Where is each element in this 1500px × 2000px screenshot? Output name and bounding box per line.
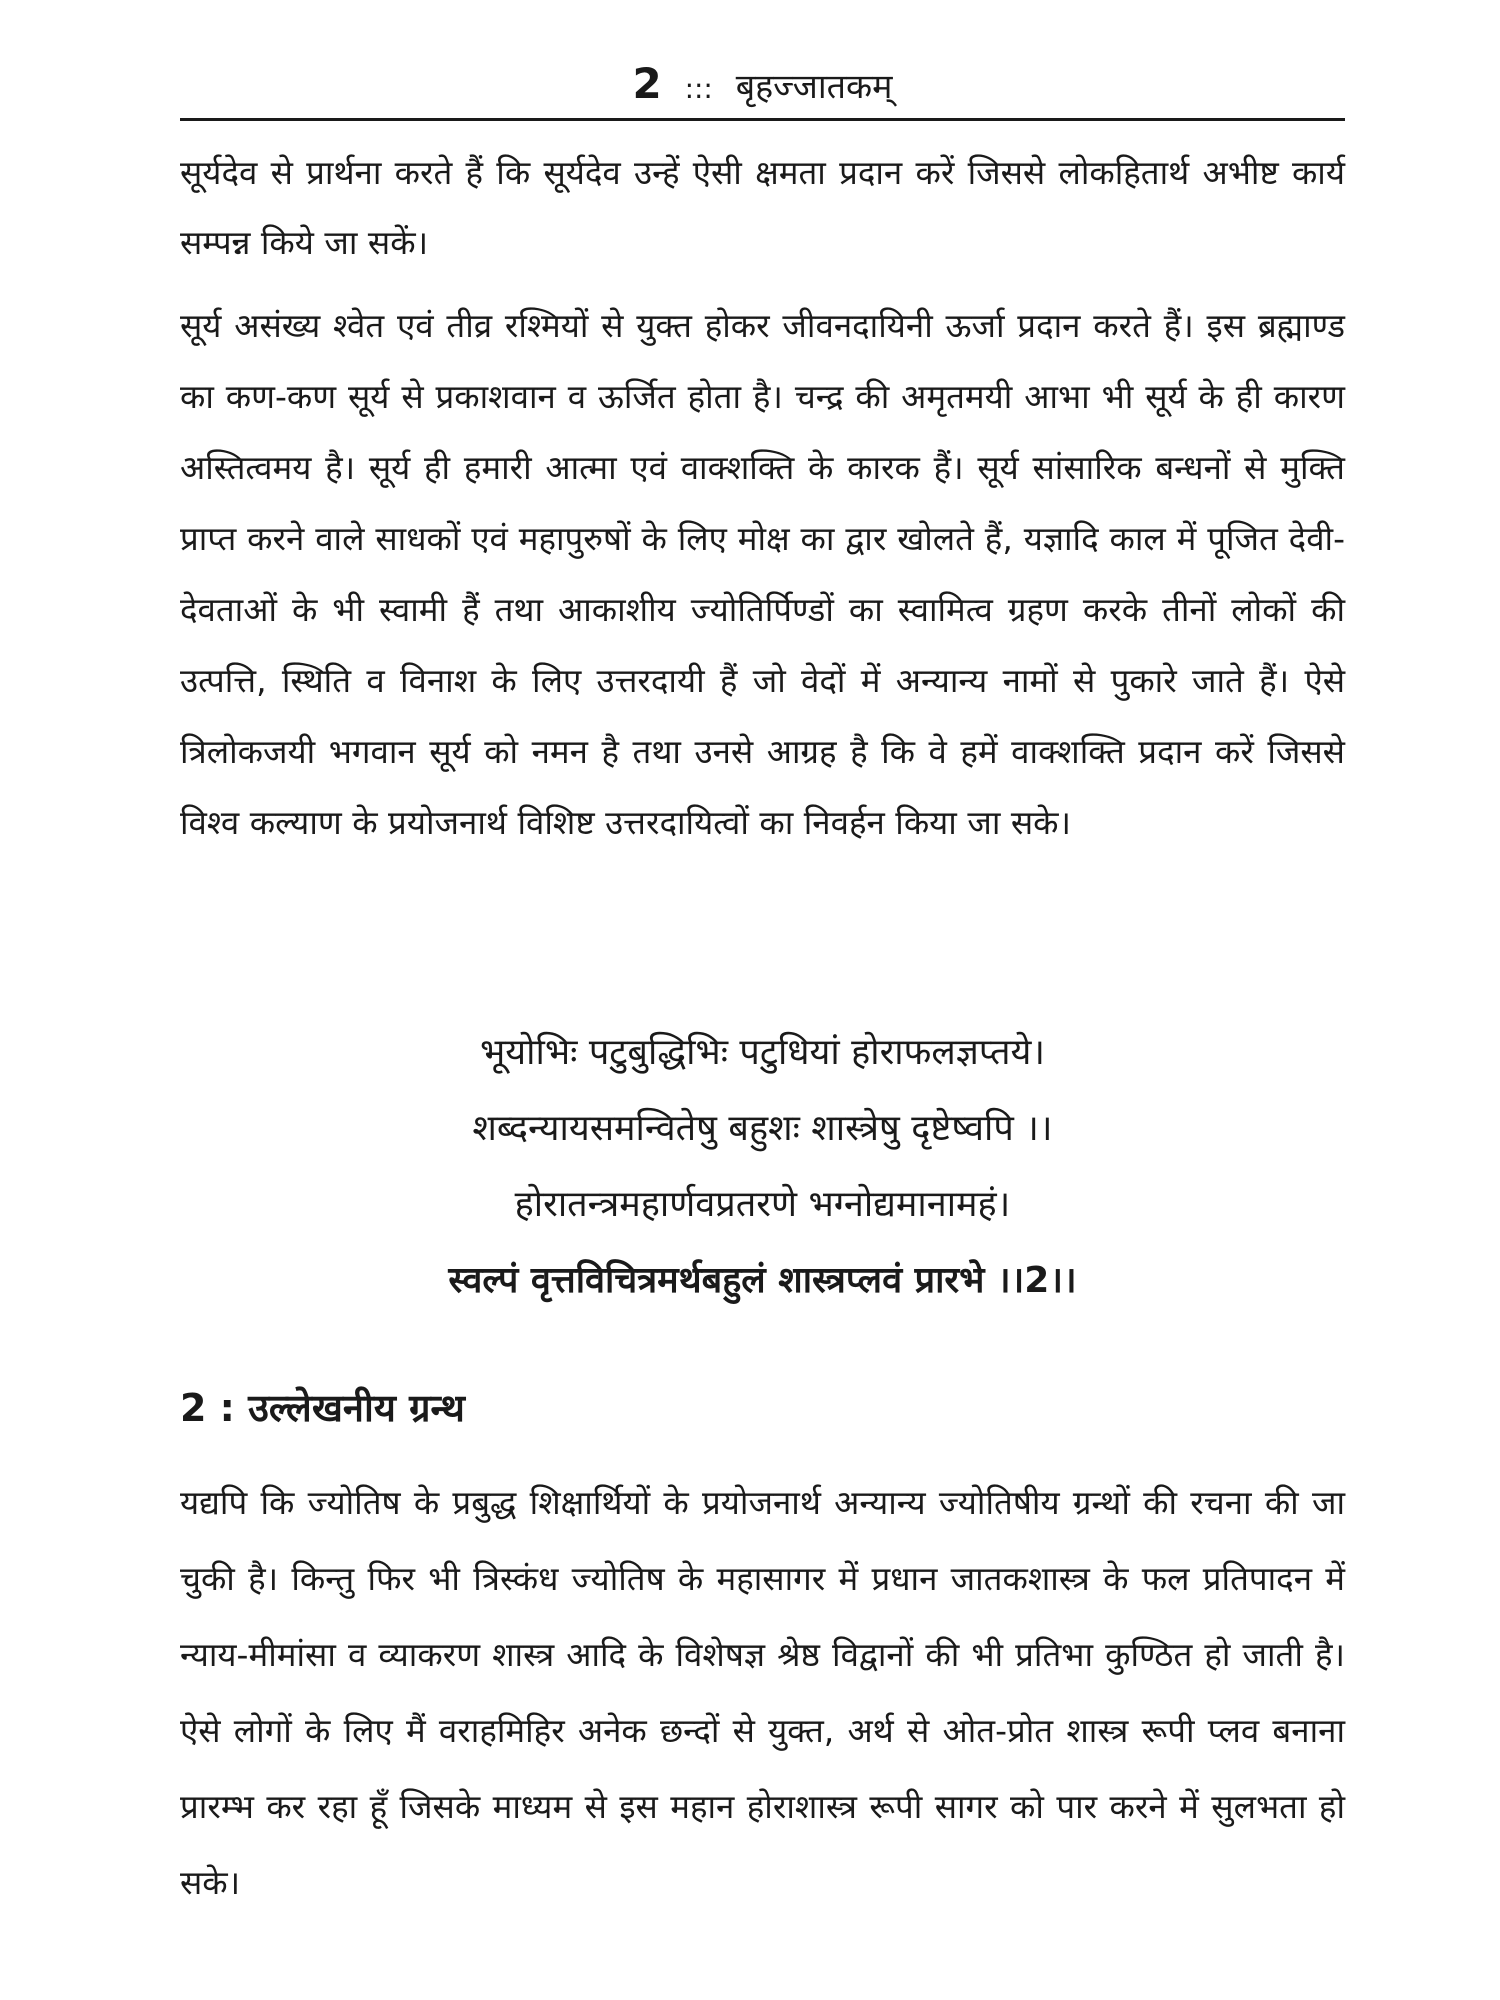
header-separator: ::: (684, 72, 713, 105)
verse-line-3: होरातन्त्रमहार्णवप्रतरणे भग्नोद्यमानामहं। (514, 1184, 1011, 1225)
paragraph-1: सूर्यदेव से प्रार्थना करते हैं कि सूर्यदेव उन्हें ऐसी क्षमता प्रदान करें जिससे लोकहितार्थ अभीष्ट कार्य सम्पन्न किये जा सकें। (180, 153, 1345, 262)
running-header (180, 58, 1345, 115)
book-title: बृहज्जातकम् (735, 67, 893, 107)
header-divider (180, 118, 1345, 121)
page-number: 2 (632, 59, 662, 108)
sanskrit-verse (180, 1015, 1345, 1319)
verse-line-1: भूयोभिः पटुबुद्धिभिः पटुधियां होराफलज्ञप्तये। (479, 1032, 1045, 1073)
verse-line-4: स्वल्पं वृत्तविचित्रमर्थबहुलं शास्त्रप्लवं प्रारभे ।।2।। (448, 1260, 1077, 1301)
paragraph-2: सूर्य असंख्य श्वेत एवं तीव्र रश्मियों से युक्त होकर जीवनदायिनी ऊर्जा प्रदान करते हैं। इस ब्रह्माण्ड का कण-कण सूर्य से प्रकाशवान व ऊर्जित होता है। चन्द्र की अमृतमयी आभा भी सूर्य के ही कारण अस्तित्वमय है। सूर्य ही हमारी आत्मा एवं वाक्शक्ति के कारक हैं। सूर्य सांसारिक बन्धनों से मुक्ति प्राप्त करने वाले साधकों एवं महापुरुषों के लिए मोक्ष का द्वार खोलते हैं, यज्ञादि काल में पूजित देवी-देवताओं के भी स्वामी हैं तथा आकाशीय ज्योतिर्पिण्डों का स्वामित्व ग्रहण करके तीनों लोकों की उत्पत्ति, स्थिति व विनाश के लिए उत्तरदायी हैं जो वेदों में अन्यान्य नामों से पुकारे जाते हैं। ऐसे त्रिलोकजयी भगवान सूर्य को नमन है तथा उनसे आग्रह है कि वे हमें वाक्शक्ति प्रदान करें जिससे विश्व कल्याण के प्रयोजनार्थ विशिष्ट उत्तरदायित्वों का निवर्हन किया जा सके। (180, 306, 1345, 842)
paragraph-3: यद्यपि कि ज्योतिष के प्रबुद्ध शिक्षार्थियों के प्रयोजनार्थ अन्यान्य ज्योतिषीय ग्रन्थों की रचना की जा चुकी है। किन्तु फिर भी त्रिस्कंध ज्योतिष के महासागर में प्रधान जातकशास्त्र के फल प्रतिपादन में न्याय-मीमांसा व व्याकरण शास्त्र आदि के विशेषज्ञ श्रेष्ठ विद्वानों की भी प्रतिभा कुण्ठित हो जाती है। ऐसे लोगों के लिए मैं वराहमिहिर अनेक छन्दों से युक्त, अर्थ से ओत-प्रोत शास्त्र रूपी प्लव बनाना प्रारम्भ कर रहा हूँ जिसके माध्यम से इस महान होराशास्त्र रूपी सागर को पार करने में सुलभता हो सके। (180, 1483, 1345, 1902)
section-heading: 2 : उल्लेखनीय ग्रन्थ (180, 1386, 465, 1430)
verse-line-2: शब्दन्यायसमन्वितेषु बहुशः शास्त्रेषु दृष्टेष्वपि ।। (472, 1108, 1053, 1149)
